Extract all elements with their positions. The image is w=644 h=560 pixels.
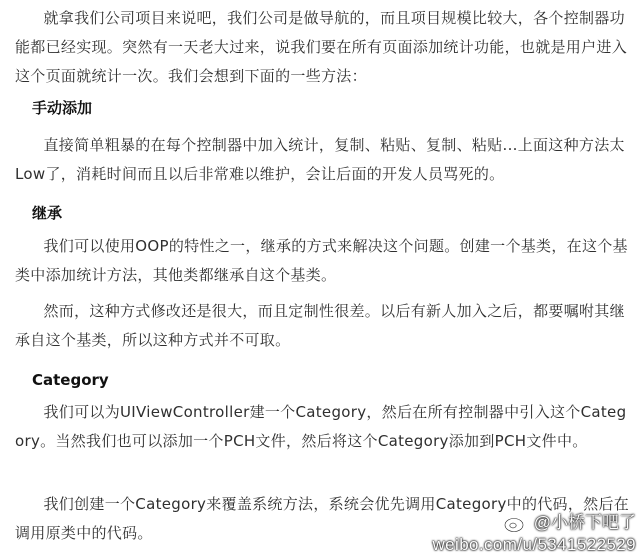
- watermark-name: @小桥下吧了: [533, 513, 636, 532]
- intro-paragraph: 就拿我们公司项目来说吧，我们公司是做导航的，而且项目规模比较大，各个控制器功能都已经实现。突然有一天老大过来，说我们要在所有页面添加统计功能，也就是用户进入这个页面就统计一次。我们会想到下面的一些方法：: [15, 9, 628, 85]
- weibo-logo-icon: [503, 513, 529, 533]
- watermark-name-row: [406, 512, 636, 534]
- inheritance-paragraph-1: 我们可以使用OOP的特性之一，继承的方式来解决这个问题。创建一个基类，在这个基类中添加统计方法，其他类都继承自这个基类。: [15, 237, 628, 284]
- manual-add-paragraph: 直接简单粗暴的在每个控制器中加入统计，复制、粘贴、复制、粘贴...上面这种方法太Low了，消耗时间而且以后非常难以维护，会让后面的开发人员骂死的。: [15, 136, 625, 183]
- category-paragraph-1: 我们可以为UIViewController建一个Category，然后在所有控制器中引入这个Category。当然我们也可以添加一个PCH文件，然后将这个Category添加到PCH文件中。: [15, 403, 627, 450]
- heading-category: Category: [32, 371, 109, 389]
- inheritance-paragraph-2: 然而，这种方式修改还是很大，而且定制性很差。以后有新人加入之后，都要嘱咐其继承自这个基类，所以这种方式并不可取。: [15, 302, 625, 349]
- category-paragraph-2: 我们创建一个Category来覆盖系统方法，系统会优先调用Category中的代码，然后在调用原类中的代码。: [15, 495, 630, 542]
- heading-inheritance: 继承: [32, 204, 63, 222]
- heading-manual-add: 手动添加: [32, 99, 93, 117]
- watermark-url: weibo.com/u/5341522529: [432, 535, 636, 554]
- weibo-watermark: [406, 512, 636, 556]
